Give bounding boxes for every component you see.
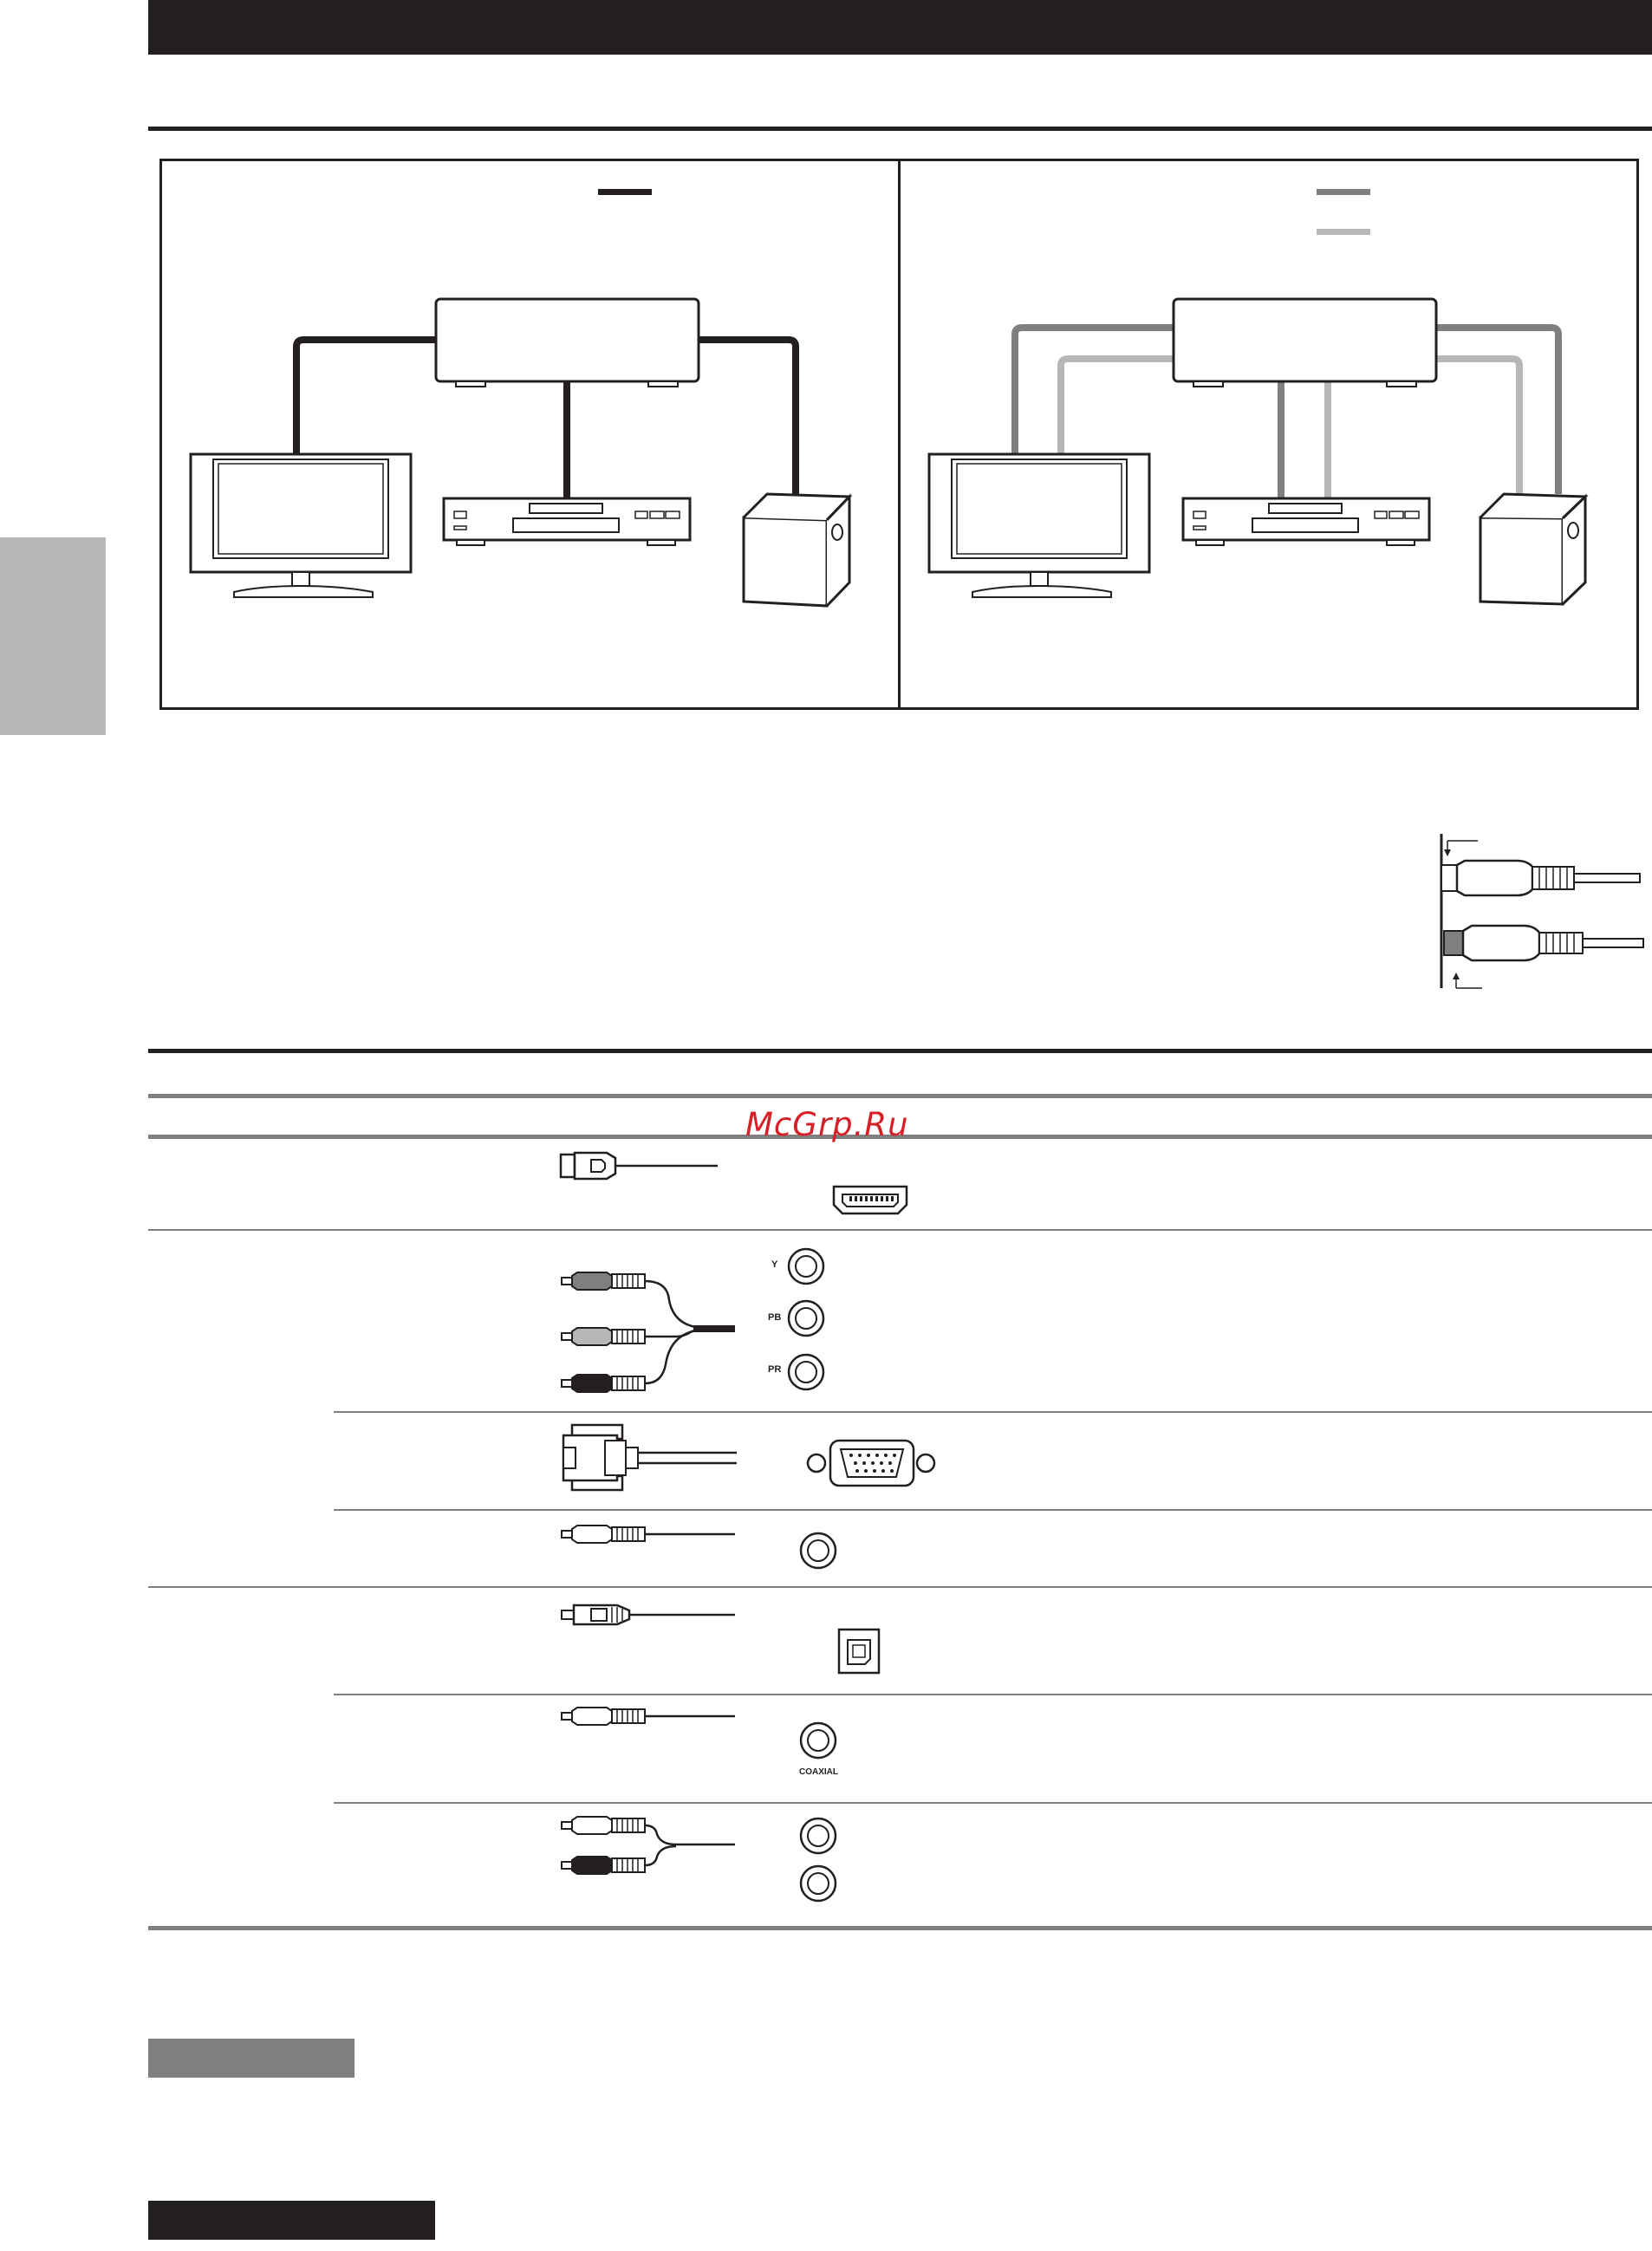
subwoofer-icon [744,494,849,606]
plug-insertion-illustration [1441,834,1643,988]
section-heading-box [148,2201,435,2240]
stereo-rca-plug-icon [562,1817,735,1874]
legend-line-mid [1317,189,1370,195]
tv-icon [191,454,411,597]
rca-jack-icon [801,1533,836,1568]
bd-player-icon [444,498,690,545]
hdmi-jack-icon [834,1187,907,1213]
jack-label-pb: PB [768,1312,782,1323]
legend-line-dark [598,189,652,195]
table-header-rule-top [148,1094,1652,1098]
jack-label-coaxial: COAXIAL [799,1767,838,1777]
rca-jack-icon [789,1249,823,1389]
composite-plug-icon [562,1526,735,1543]
tv-icon [929,454,1149,597]
receiver-icon [436,299,699,387]
rca-jack-icon [801,1723,836,1758]
optical-plug-icon [562,1605,735,1624]
section-rule-mid [148,1049,1652,1053]
component-plug-icon [562,1272,735,1392]
receiver-icon [1174,299,1436,387]
note-heading-box [148,2039,354,2078]
right-panel-diagram [929,189,1585,604]
subwoofer-icon [1480,494,1585,604]
legend-line-light [1317,229,1370,235]
watermark: McGrp.Ru [745,1106,909,1143]
vga-plug-icon [563,1425,737,1490]
hdmi-plug-icon [561,1153,718,1179]
bd-player-icon [1183,498,1429,545]
coaxial-plug-icon [562,1708,735,1725]
connector-artwork [0,1127,1652,1942]
vga-jack-icon [808,1441,934,1486]
diagram-artwork [0,0,1652,1040]
jack-label-y: Y [771,1259,778,1270]
optical-jack-icon [839,1630,879,1673]
jack-label-pr: PR [768,1364,782,1375]
left-panel-diagram [191,189,849,606]
rca-jack-icon [801,1818,836,1901]
